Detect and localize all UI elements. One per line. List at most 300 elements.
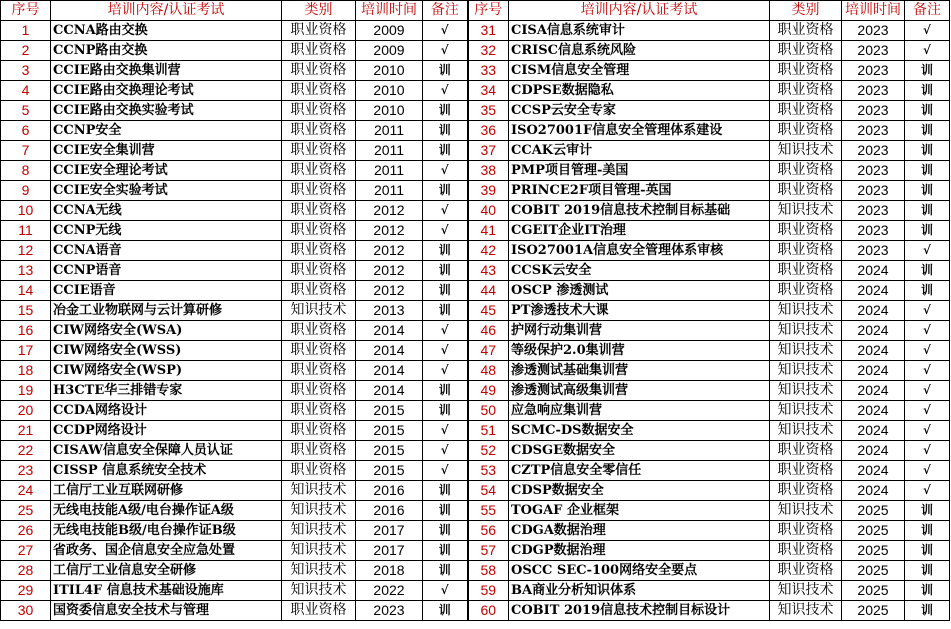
table-row bbox=[1, 21, 950, 41]
cell-index: 2 bbox=[1, 41, 51, 61]
cell-time: 2014 bbox=[356, 321, 423, 341]
cell-category-right: 职业资格 bbox=[770, 101, 842, 121]
cell-content-right: CZTP信息安全零信任 bbox=[509, 461, 770, 481]
cell-index: 22 bbox=[1, 441, 51, 461]
cell-note: 训 bbox=[423, 541, 468, 561]
cell-time-right: 2024 bbox=[842, 261, 905, 281]
table-row bbox=[1, 581, 950, 601]
cell-category-right: 职业资格 bbox=[770, 21, 842, 41]
table-row bbox=[1, 201, 950, 221]
cell-note-right: 训 bbox=[905, 61, 950, 81]
cell-time-right: 2023 bbox=[842, 61, 905, 81]
cell-content: CIW网络安全(WSS) bbox=[51, 341, 282, 361]
cell-content-right: OSCC SEC-100网络安全要点 bbox=[509, 561, 770, 581]
cell-note-right: 训 bbox=[905, 261, 950, 281]
cell-category-right: 知识技术 bbox=[770, 401, 842, 421]
cell-category-right: 知识技术 bbox=[770, 361, 842, 381]
cell-content: CCIE安全理论考试 bbox=[51, 161, 282, 181]
cell-category: 知识技术 bbox=[282, 501, 356, 521]
cell-category-right: 职业资格 bbox=[770, 121, 842, 141]
header-time: 培训时间 bbox=[356, 1, 423, 21]
cell-note-right: 训 bbox=[905, 81, 950, 101]
cell-category-right: 知识技术 bbox=[770, 381, 842, 401]
cell-content: CCNA路由交换 bbox=[51, 21, 282, 41]
cell-note: √ bbox=[423, 421, 468, 441]
cell-index-right: 59 bbox=[468, 581, 509, 601]
cell-note: 训 bbox=[423, 401, 468, 421]
cell-time-right: 2023 bbox=[842, 241, 905, 261]
cell-category-right: 职业资格 bbox=[770, 221, 842, 241]
cell-category-right: 职业资格 bbox=[770, 481, 842, 501]
cell-content-right: CDSGE数据安全 bbox=[509, 441, 770, 461]
cell-time-right: 2023 bbox=[842, 201, 905, 221]
cell-content-right: CCSP云安全专家 bbox=[509, 101, 770, 121]
cell-category-right: 职业资格 bbox=[770, 541, 842, 561]
cell-category: 职业资格 bbox=[282, 21, 356, 41]
cell-time-right: 2025 bbox=[842, 501, 905, 521]
cell-index-right: 41 bbox=[468, 221, 509, 241]
cell-index-right: 53 bbox=[468, 461, 509, 481]
table-row bbox=[1, 241, 950, 261]
cell-index: 18 bbox=[1, 361, 51, 381]
cell-category: 知识技术 bbox=[282, 541, 356, 561]
cell-index-right: 47 bbox=[468, 341, 509, 361]
cell-content: CCNA无线 bbox=[51, 201, 282, 221]
cell-content: 工信厅工业信息安全研修 bbox=[51, 561, 282, 581]
cell-index: 28 bbox=[1, 561, 51, 581]
cell-time-right: 2024 bbox=[842, 481, 905, 501]
cell-content: 无线电技能B级/电台操作证B级 bbox=[51, 521, 282, 541]
cell-content: 国资委信息安全技术与管理 bbox=[51, 601, 282, 621]
cell-time: 2010 bbox=[356, 101, 423, 121]
cell-time-right: 2023 bbox=[842, 161, 905, 181]
cell-time: 2011 bbox=[356, 181, 423, 201]
cell-index-right: 34 bbox=[468, 81, 509, 101]
table-row bbox=[1, 461, 950, 481]
cell-content-right: TOGAF 企业框架 bbox=[509, 501, 770, 521]
header-note-right: 备注 bbox=[905, 1, 950, 21]
cell-index: 13 bbox=[1, 261, 51, 281]
table-row bbox=[1, 261, 950, 281]
cell-index-right: 45 bbox=[468, 301, 509, 321]
cell-category: 职业资格 bbox=[282, 41, 356, 61]
cell-index: 5 bbox=[1, 101, 51, 121]
cell-note-right: 训 bbox=[905, 281, 950, 301]
cell-note-right: 训 bbox=[905, 181, 950, 201]
cell-category: 知识技术 bbox=[282, 481, 356, 501]
cell-content-right: CRISC信息系统风险 bbox=[509, 41, 770, 61]
cell-note: √ bbox=[423, 201, 468, 221]
cell-category-right: 职业资格 bbox=[770, 461, 842, 481]
cell-content-right: 等级保护2.0集训营 bbox=[509, 341, 770, 361]
cell-time-right: 2024 bbox=[842, 281, 905, 301]
cell-content: CIW网络安全(WSA) bbox=[51, 321, 282, 341]
cell-index: 1 bbox=[1, 21, 51, 41]
cell-content: CCIE路由交换实验考试 bbox=[51, 101, 282, 121]
header-content: 培训内容/认证考试 bbox=[51, 1, 282, 21]
cell-time-right: 2023 bbox=[842, 121, 905, 141]
cell-time-right: 2024 bbox=[842, 301, 905, 321]
table-row bbox=[1, 81, 950, 101]
cell-note: 训 bbox=[423, 601, 468, 621]
cell-category-right: 职业资格 bbox=[770, 41, 842, 61]
cell-time: 2023 bbox=[356, 601, 423, 621]
cell-index: 26 bbox=[1, 521, 51, 541]
cell-index-right: 42 bbox=[468, 241, 509, 261]
cell-category-right: 职业资格 bbox=[770, 521, 842, 541]
cell-time: 2015 bbox=[356, 421, 423, 441]
cell-content: ITIL4F 信息技术基础设施库 bbox=[51, 581, 282, 601]
cell-content: 无线电技能A级/电台操作证A级 bbox=[51, 501, 282, 521]
table-row bbox=[1, 381, 950, 401]
cell-category-right: 职业资格 bbox=[770, 441, 842, 461]
cell-note-right: 训 bbox=[905, 201, 950, 221]
cell-note-right: √ bbox=[905, 41, 950, 61]
cell-time-right: 2023 bbox=[842, 221, 905, 241]
cell-index: 7 bbox=[1, 141, 51, 161]
cell-time-right: 2023 bbox=[842, 141, 905, 161]
table-row bbox=[1, 481, 950, 501]
table-row bbox=[1, 421, 950, 441]
cell-content-right: 渗透测试高级集训营 bbox=[509, 381, 770, 401]
cell-content-right: CCAK云审计 bbox=[509, 141, 770, 161]
cell-time: 2015 bbox=[356, 401, 423, 421]
cell-index-right: 44 bbox=[468, 281, 509, 301]
cell-index: 19 bbox=[1, 381, 51, 401]
cell-note-right: 训 bbox=[905, 121, 950, 141]
cell-index-right: 55 bbox=[468, 501, 509, 521]
cell-category: 职业资格 bbox=[282, 161, 356, 181]
table-row bbox=[1, 561, 950, 581]
cell-index-right: 48 bbox=[468, 361, 509, 381]
cell-index: 12 bbox=[1, 241, 51, 261]
cell-index: 15 bbox=[1, 301, 51, 321]
cell-time: 2016 bbox=[356, 501, 423, 521]
cell-category-right: 职业资格 bbox=[770, 241, 842, 261]
cell-index: 21 bbox=[1, 421, 51, 441]
cell-content-right: PT渗透技术大课 bbox=[509, 301, 770, 321]
table-row bbox=[1, 181, 950, 201]
cell-time-right: 2025 bbox=[842, 521, 905, 541]
cell-category: 职业资格 bbox=[282, 601, 356, 621]
cell-content: CCIE语音 bbox=[51, 281, 282, 301]
cell-note-right: √ bbox=[905, 441, 950, 461]
cell-category: 知识技术 bbox=[282, 561, 356, 581]
cell-index-right: 33 bbox=[468, 61, 509, 81]
cell-index-right: 36 bbox=[468, 121, 509, 141]
cell-category: 职业资格 bbox=[282, 401, 356, 421]
cell-index-right: 56 bbox=[468, 521, 509, 541]
cell-content: CCNP路由交换 bbox=[51, 41, 282, 61]
table-row bbox=[1, 121, 950, 141]
cell-note-right: 训 bbox=[905, 521, 950, 541]
cell-index-right: 46 bbox=[468, 321, 509, 341]
cell-time-right: 2025 bbox=[842, 581, 905, 601]
cell-time: 2014 bbox=[356, 361, 423, 381]
cell-note: √ bbox=[423, 161, 468, 181]
cell-category-right: 知识技术 bbox=[770, 201, 842, 221]
cell-time: 2011 bbox=[356, 161, 423, 181]
cell-note-right: √ bbox=[905, 461, 950, 481]
cell-content: CCNA语音 bbox=[51, 241, 282, 261]
cell-note-right: √ bbox=[905, 401, 950, 421]
cell-content-right: CDGP数据治理 bbox=[509, 541, 770, 561]
cell-note-right: √ bbox=[905, 481, 950, 501]
cell-index: 10 bbox=[1, 201, 51, 221]
cell-time-right: 2024 bbox=[842, 441, 905, 461]
cell-time-right: 2024 bbox=[842, 401, 905, 421]
cell-category: 知识技术 bbox=[282, 581, 356, 601]
cell-content-right: 应急响应集训营 bbox=[509, 401, 770, 421]
cell-category: 职业资格 bbox=[282, 281, 356, 301]
cell-index-right: 54 bbox=[468, 481, 509, 501]
cell-time: 2011 bbox=[356, 121, 423, 141]
cell-time: 2012 bbox=[356, 221, 423, 241]
cell-index-right: 40 bbox=[468, 201, 509, 221]
cell-time: 2016 bbox=[356, 481, 423, 501]
header-note: 备注 bbox=[423, 1, 468, 21]
cell-content: 省政务、国企信息安全应急处置 bbox=[51, 541, 282, 561]
cell-note: 训 bbox=[423, 121, 468, 141]
cell-time-right: 2025 bbox=[842, 601, 905, 621]
cell-note: √ bbox=[423, 321, 468, 341]
cell-category: 职业资格 bbox=[282, 221, 356, 241]
cell-note: 训 bbox=[423, 261, 468, 281]
cell-time: 2011 bbox=[356, 141, 423, 161]
cell-note-right: 训 bbox=[905, 601, 950, 621]
cell-content-right: COBIT 2019信息技术控制目标设计 bbox=[509, 601, 770, 621]
cell-index: 30 bbox=[1, 601, 51, 621]
cell-category-right: 职业资格 bbox=[770, 561, 842, 581]
cell-content: CCIE安全实验考试 bbox=[51, 181, 282, 201]
cell-note: √ bbox=[423, 341, 468, 361]
header-time-right: 培训时间 bbox=[842, 1, 905, 21]
cell-category: 职业资格 bbox=[282, 421, 356, 441]
cell-content: H3CTE华三排错专家 bbox=[51, 381, 282, 401]
cell-index-right: 43 bbox=[468, 261, 509, 281]
cell-content-right: ISO27001A信息安全管理体系审核 bbox=[509, 241, 770, 261]
cell-note-right: 训 bbox=[905, 141, 950, 161]
cell-note-right: √ bbox=[905, 341, 950, 361]
table-row bbox=[1, 601, 950, 621]
cell-category: 职业资格 bbox=[282, 341, 356, 361]
cell-index-right: 52 bbox=[468, 441, 509, 461]
table-body bbox=[1, 21, 950, 621]
cell-category-right: 知识技术 bbox=[770, 341, 842, 361]
cell-index: 29 bbox=[1, 581, 51, 601]
cell-time: 2009 bbox=[356, 41, 423, 61]
cell-index-right: 51 bbox=[468, 421, 509, 441]
cell-content: CCIE安全集训营 bbox=[51, 141, 282, 161]
cell-content-right: CGEIT企业IT治理 bbox=[509, 221, 770, 241]
cell-index-right: 58 bbox=[468, 561, 509, 581]
cell-content-right: OSCP 渗透测试 bbox=[509, 281, 770, 301]
cell-note: 训 bbox=[423, 181, 468, 201]
cell-note-right: 训 bbox=[905, 101, 950, 121]
table-row bbox=[1, 101, 950, 121]
cell-index: 25 bbox=[1, 501, 51, 521]
cell-note: 训 bbox=[423, 141, 468, 161]
header-content-right: 培训内容/认证考试 bbox=[509, 1, 770, 21]
table-row bbox=[1, 141, 950, 161]
cell-index: 3 bbox=[1, 61, 51, 81]
cell-category: 职业资格 bbox=[282, 101, 356, 121]
cell-index: 27 bbox=[1, 541, 51, 561]
table-row bbox=[1, 161, 950, 181]
cell-category: 职业资格 bbox=[282, 201, 356, 221]
cell-note: √ bbox=[423, 441, 468, 461]
cell-note: 训 bbox=[423, 501, 468, 521]
cell-time: 2022 bbox=[356, 581, 423, 601]
cell-content-right: ISO27001F信息安全管理体系建设 bbox=[509, 121, 770, 141]
cell-time: 2012 bbox=[356, 241, 423, 261]
cell-category-right: 职业资格 bbox=[770, 81, 842, 101]
cell-content: CCIE路由交换集训营 bbox=[51, 61, 282, 81]
table-row bbox=[1, 541, 950, 561]
cell-note: 训 bbox=[423, 281, 468, 301]
cell-category: 职业资格 bbox=[282, 61, 356, 81]
cell-content: CCNP语音 bbox=[51, 261, 282, 281]
cell-category: 职业资格 bbox=[282, 181, 356, 201]
cell-category: 知识技术 bbox=[282, 521, 356, 541]
cell-time-right: 2024 bbox=[842, 361, 905, 381]
table-row bbox=[1, 301, 950, 321]
cell-note: 训 bbox=[423, 301, 468, 321]
cell-content: 冶金工业物联网与云计算研修 bbox=[51, 301, 282, 321]
cell-time: 2009 bbox=[356, 21, 423, 41]
cell-index: 6 bbox=[1, 121, 51, 141]
cell-category-right: 职业资格 bbox=[770, 261, 842, 281]
cell-time: 2012 bbox=[356, 261, 423, 281]
cell-category: 职业资格 bbox=[282, 241, 356, 261]
cell-category-right: 职业资格 bbox=[770, 281, 842, 301]
cell-note-right: √ bbox=[905, 21, 950, 41]
cell-index: 14 bbox=[1, 281, 51, 301]
cell-note: √ bbox=[423, 81, 468, 101]
table-row bbox=[1, 441, 950, 461]
cell-content: CISSP 信息系统安全技术 bbox=[51, 461, 282, 481]
cell-content: 工信厅工业互联网研修 bbox=[51, 481, 282, 501]
cell-note: 训 bbox=[423, 101, 468, 121]
cell-index-right: 35 bbox=[468, 101, 509, 121]
cell-note-right: 训 bbox=[905, 581, 950, 601]
cell-time-right: 2023 bbox=[842, 21, 905, 41]
cell-note: √ bbox=[423, 21, 468, 41]
cell-index-right: 37 bbox=[468, 141, 509, 161]
cell-note-right: 训 bbox=[905, 541, 950, 561]
cell-category-right: 知识技术 bbox=[770, 421, 842, 441]
cell-index: 20 bbox=[1, 401, 51, 421]
cell-content-right: 渗透测试基础集训营 bbox=[509, 361, 770, 381]
cell-category: 职业资格 bbox=[282, 361, 356, 381]
cell-content: CCDA网络设计 bbox=[51, 401, 282, 421]
table-row bbox=[1, 521, 950, 541]
cell-note-right: 训 bbox=[905, 161, 950, 181]
cell-index-right: 39 bbox=[468, 181, 509, 201]
cell-index: 11 bbox=[1, 221, 51, 241]
cell-note-right: 训 bbox=[905, 561, 950, 581]
cell-index: 24 bbox=[1, 481, 51, 501]
cell-index: 8 bbox=[1, 161, 51, 181]
cell-time: 2015 bbox=[356, 461, 423, 481]
cell-index-right: 49 bbox=[468, 381, 509, 401]
cell-category-right: 知识技术 bbox=[770, 501, 842, 521]
cell-category-right: 职业资格 bbox=[770, 161, 842, 181]
cell-time: 2015 bbox=[356, 441, 423, 461]
header-row bbox=[1, 1, 950, 21]
cell-time: 2017 bbox=[356, 541, 423, 561]
cell-note: 训 bbox=[423, 521, 468, 541]
cell-note: √ bbox=[423, 461, 468, 481]
cell-time-right: 2025 bbox=[842, 561, 905, 581]
cell-time: 2010 bbox=[356, 81, 423, 101]
cell-time: 2014 bbox=[356, 341, 423, 361]
cell-note-right: 训 bbox=[905, 221, 950, 241]
table-row bbox=[1, 361, 950, 381]
header-index: 序号 bbox=[1, 1, 51, 21]
cell-index-right: 60 bbox=[468, 601, 509, 621]
cell-content: CCIE路由交换理论考试 bbox=[51, 81, 282, 101]
cell-time-right: 2024 bbox=[842, 341, 905, 361]
cell-note-right: 训 bbox=[905, 501, 950, 521]
cell-content-right: SCMC-DS数据安全 bbox=[509, 421, 770, 441]
cell-time-right: 2023 bbox=[842, 101, 905, 121]
table-row bbox=[1, 41, 950, 61]
cell-time: 2010 bbox=[356, 61, 423, 81]
cell-index-right: 31 bbox=[468, 21, 509, 41]
cell-time-right: 2023 bbox=[842, 81, 905, 101]
cell-category-right: 职业资格 bbox=[770, 181, 842, 201]
cell-note: √ bbox=[423, 41, 468, 61]
cell-category: 职业资格 bbox=[282, 381, 356, 401]
cell-note: √ bbox=[423, 221, 468, 241]
cell-index-right: 57 bbox=[468, 541, 509, 561]
cell-note: 训 bbox=[423, 561, 468, 581]
cell-index: 9 bbox=[1, 181, 51, 201]
cell-note-right: √ bbox=[905, 381, 950, 401]
cell-content-right: PMP项目管理-美国 bbox=[509, 161, 770, 181]
cell-note: 训 bbox=[423, 61, 468, 81]
cell-category: 职业资格 bbox=[282, 121, 356, 141]
cell-time-right: 2025 bbox=[842, 541, 905, 561]
cell-category: 知识技术 bbox=[282, 301, 356, 321]
table-row bbox=[1, 341, 950, 361]
cell-index: 4 bbox=[1, 81, 51, 101]
cell-content-right: CDGA数据治理 bbox=[509, 521, 770, 541]
cell-category-right: 职业资格 bbox=[770, 61, 842, 81]
cell-content-right: CISA信息系统审计 bbox=[509, 21, 770, 41]
cell-index-right: 50 bbox=[468, 401, 509, 421]
cell-time: 2014 bbox=[356, 381, 423, 401]
cell-note: √ bbox=[423, 361, 468, 381]
cell-note-right: √ bbox=[905, 421, 950, 441]
cell-time: 2013 bbox=[356, 301, 423, 321]
table-row bbox=[1, 281, 950, 301]
header-index-right: 序号 bbox=[468, 1, 509, 21]
cell-category: 职业资格 bbox=[282, 461, 356, 481]
cell-content-right: CISM信息安全管理 bbox=[509, 61, 770, 81]
cell-category-right: 知识技术 bbox=[770, 141, 842, 161]
cell-content: CCNP无线 bbox=[51, 221, 282, 241]
cell-index: 17 bbox=[1, 341, 51, 361]
cell-time: 2017 bbox=[356, 521, 423, 541]
cell-time-right: 2023 bbox=[842, 181, 905, 201]
cell-category: 职业资格 bbox=[282, 441, 356, 461]
cell-category: 职业资格 bbox=[282, 81, 356, 101]
header-category-right: 类别 bbox=[770, 1, 842, 21]
cell-category: 职业资格 bbox=[282, 321, 356, 341]
cell-note-right: √ bbox=[905, 241, 950, 261]
